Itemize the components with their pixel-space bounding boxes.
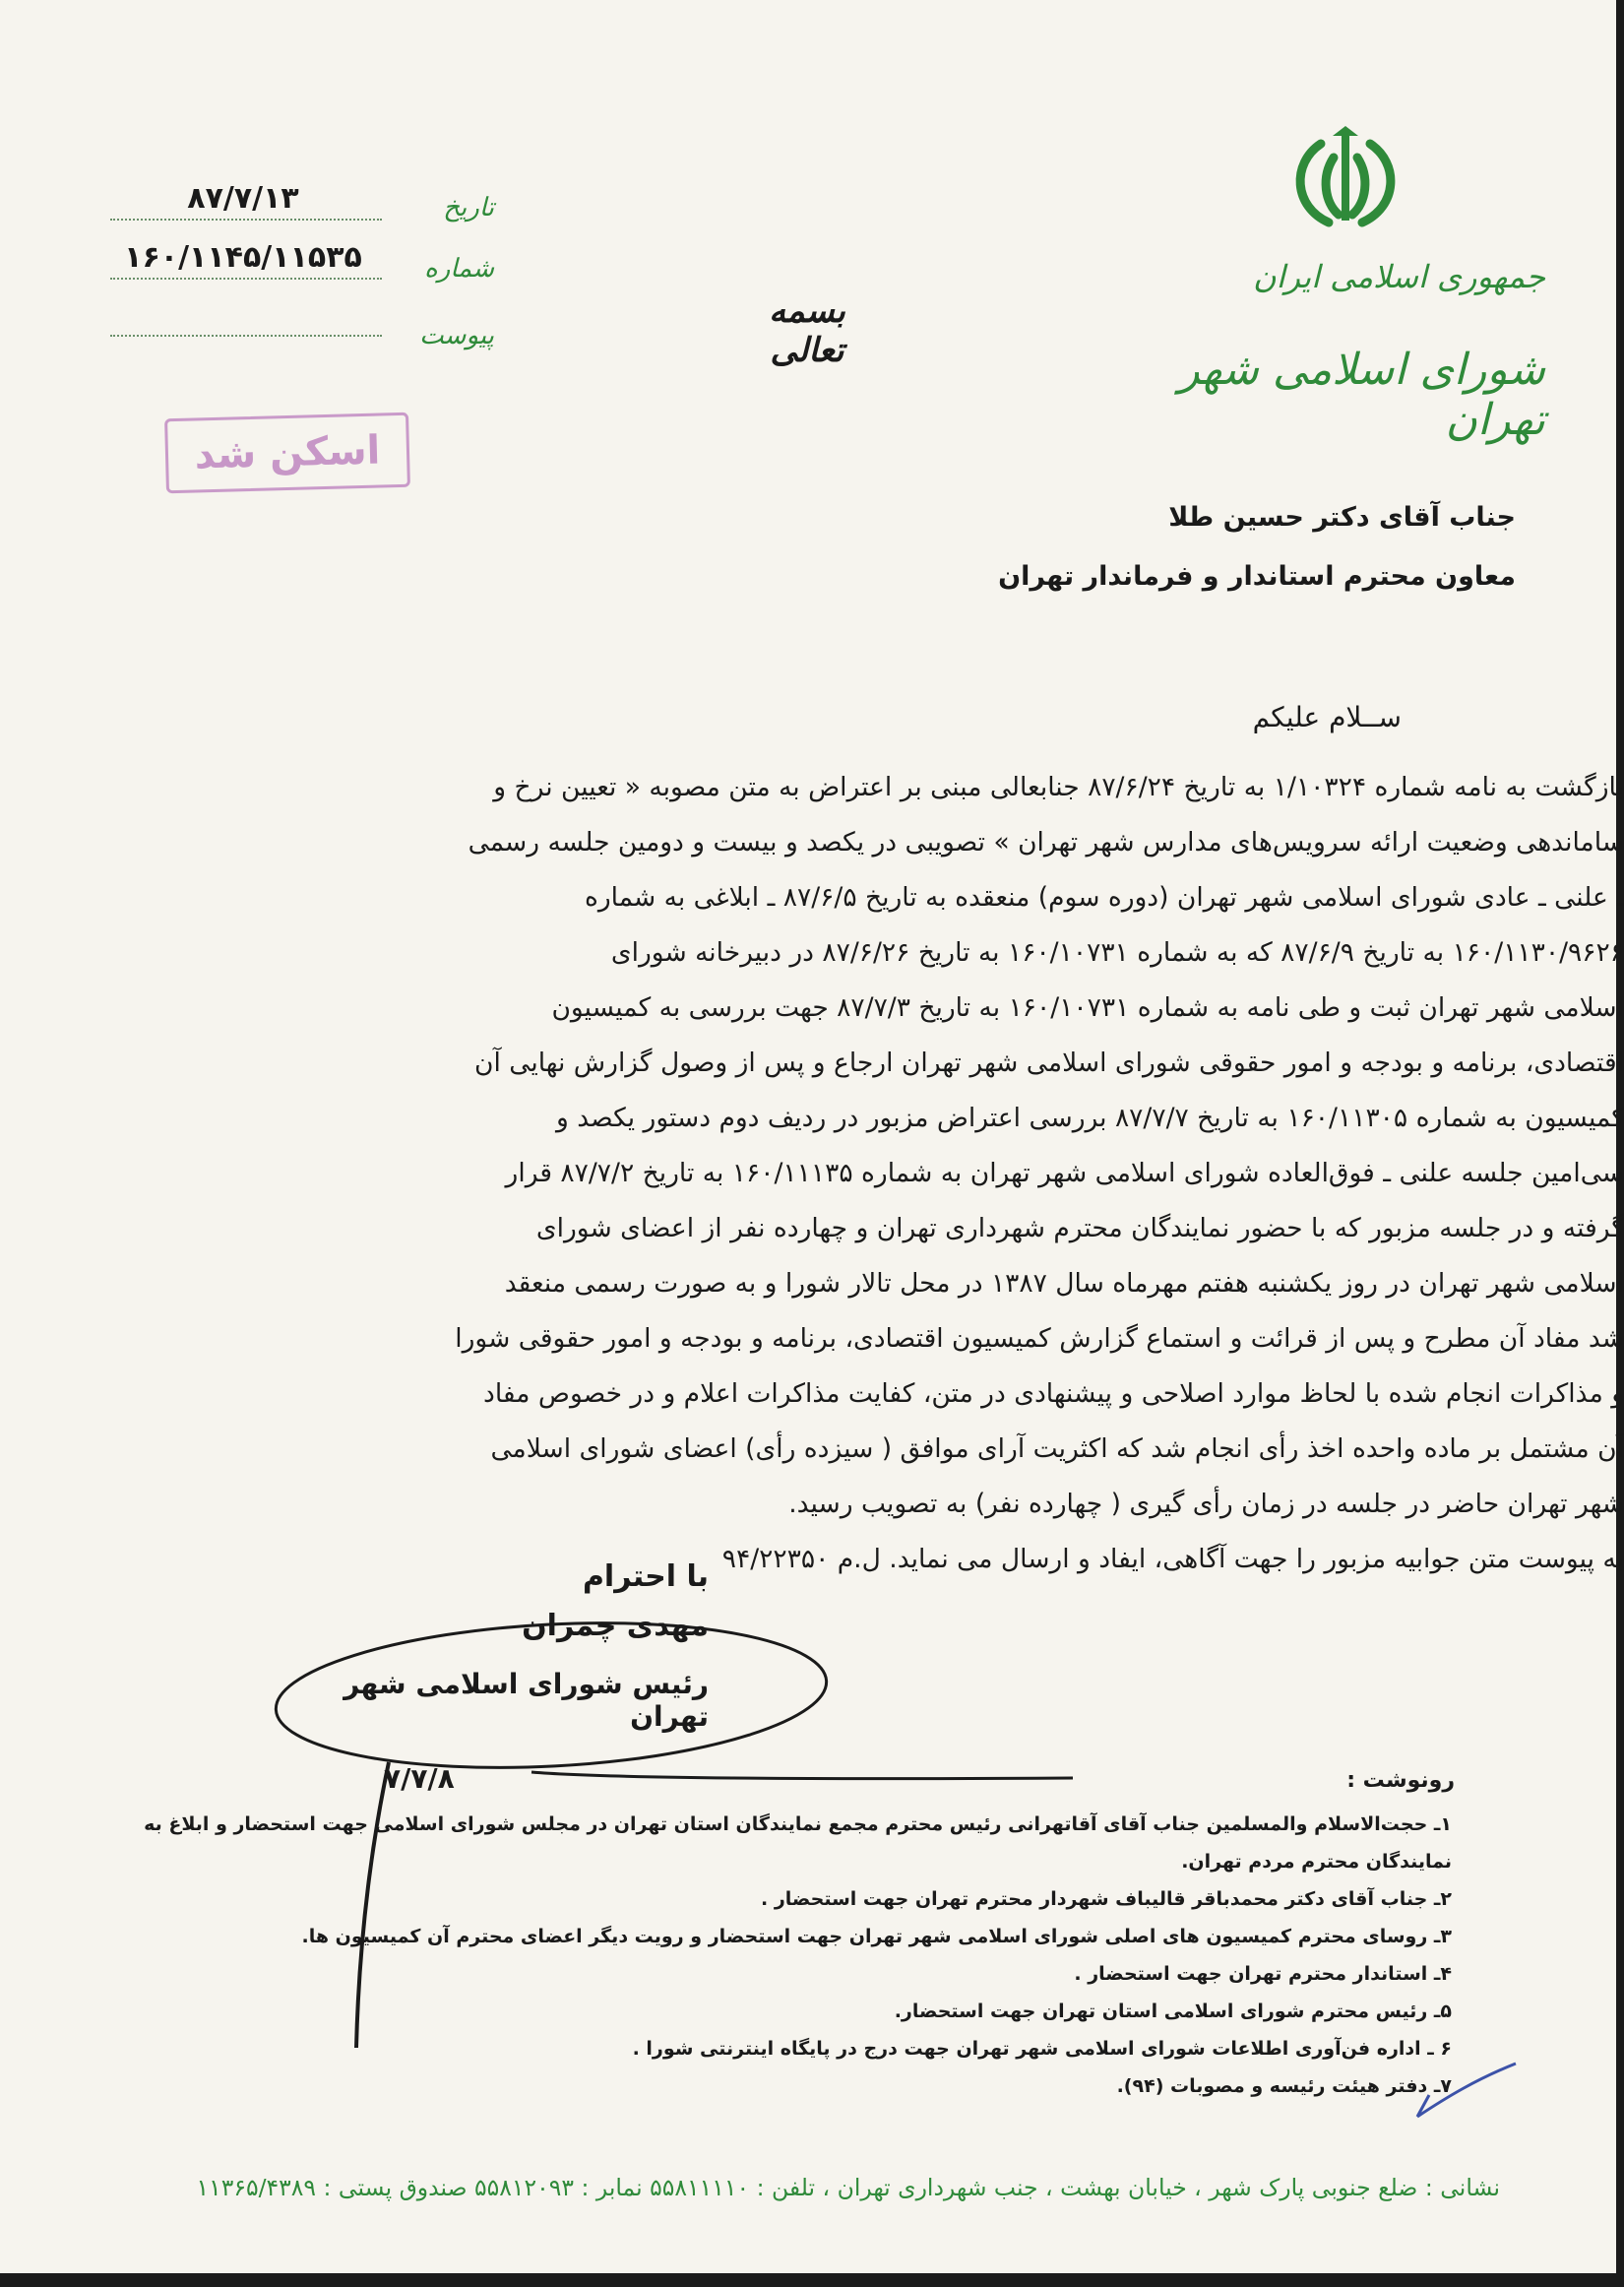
cc-item: ۳ـ روسای محترم کمیسیون های اصلی شورای اسلامی شهر تهران جهت استحضار و رویت دیگر اعضای محترم آن کمیسیون ها. (301, 1926, 1452, 1947)
body-line: سی‌امین جلسه علنی ـ فوق‌العاده شورای اسلامی شهر تهران به شماره ۱۶۰/۱۱۱۳۵ به تاریخ ۸۷/۷/۲ قرار (505, 1158, 1624, 1188)
body-line: بازگشت به نامه شماره ۱/۱۰۳۲۴ به تاریخ ۸۷/۶/۲۴ جنابعالی مبنی بر اعتراض به متن مصوبه « تعیین نرخ و (493, 772, 1624, 802)
date-value: ۸۷/۷/۱۳ (187, 181, 299, 216)
signer-name: مهدی چمران (522, 1609, 709, 1643)
body-line: شهر تهران حاضر در جلسه در زمان رأی گیری ( چهارده نفر) به تصویب رسید. (788, 1489, 1624, 1519)
number-label: شماره (424, 254, 494, 284)
date-label: تاریخ (443, 193, 494, 222)
footer-address: نشانی : ضلع جنوبی پارک شهر ، خیابان بهشت ، جنب شهرداری تهران ، تلفن : ۵۵۸۱۱۱۱۰ نمابر : ۵۵۸۱۲۰۹۳ صندوق پستی : ۱۱۳۶۵/۴۳۸۹ (196, 2174, 1500, 2201)
body-line: کمیسیون به شماره ۱۶۰/۱۱۳۰۵ به تاریخ ۸۷/۷/۷ بررسی اعتراض مزبور در ردیف دوم دستور یکصد و (555, 1103, 1624, 1133)
body-line: اسلامی شهر تهران ثبت و طی نامه به شماره ۱۶۰/۱۰۷۳۱ به تاریخ ۸۷/۷/۳ جهت بررسی به کمیسیون (551, 992, 1624, 1023)
date-dotted-line (110, 219, 382, 221)
recipient-name: جناب آقای دکتر حسین طلا (1168, 502, 1516, 533)
cc-item: نمایندگان محترم مردم تهران. (1181, 1851, 1452, 1873)
body-line: گرفته و در جلسه مزبور که با حضور نمایندگان محترم شهرداری تهران و چهارده نفر از اعضای شورای (535, 1213, 1624, 1243)
signature-date: ۷/۷/۸ (384, 1762, 455, 1795)
scan-edge-bottom (0, 2273, 1624, 2287)
country-name: جمهوری اسلامی ایران (1253, 258, 1545, 295)
cc-item: ۲ـ جناب آقای دکتر محمدباقر قالیباف شهردار محترم تهران جهت استحضار . (761, 1888, 1452, 1910)
iran-emblem-icon (1281, 126, 1409, 234)
body-line: ـ علنی ـ عادی شورای اسلامی شهر تهران (دوره سوم) منعقده به تاریخ ۸۷/۶/۵ ـ ابلاغی به شماره (584, 882, 1624, 913)
body-line: اسلامی شهر تهران در روز یکشنبه هفتم مهرماه سال ۱۳۸۷ در محل تالار شورا و به صورت رسمی منعقد (504, 1268, 1624, 1299)
body-line: شد مفاد آن مطرح و پس از قرائت و استماع گزارش کمیسیون اقتصادی، برنامه و بودجه و امور حقوقی شورا (455, 1323, 1624, 1354)
cc-item: ۷ـ دفتر هیئت رئیسه و مصوبات (۹۴). (1116, 2075, 1452, 2097)
scanned-stamp: اسکن شد (164, 413, 410, 493)
signer-title: رئیس شورای اسلامی شهر تهران (344, 1668, 709, 1733)
cc-item: ۱ـ حجت‌الاسلام والمسلمین جناب آقای آقاتهرانی رئیس محترم مجمع نمایندگان استان تهران در مجلس شورای اسلامی جهت استحضار و ابلاغ به (144, 1813, 1452, 1835)
recipient-title: معاون محترم استاندار و فرماندار تهران (998, 561, 1516, 592)
body-line: ۱۶۰/۱۱۳۰/۹۶۲۶ به تاریخ ۸۷/۶/۹ که به شماره ۱۶۰/۱۰۷۳۱ به تاریخ ۸۷/۶/۲۶ در دبیرخانه شورای (610, 937, 1624, 968)
bismillah: بسمه تعالی (769, 291, 845, 370)
body-line: آن مشتمل بر ماده واحده اخذ رأی انجام شد که اکثریت آرای موافق ( سیزده رأی) اعضای شورای اسلامی (490, 1433, 1624, 1464)
body-line: اقتصادی، برنامه و بودجه و امور حقوقی شورای اسلامی شهر تهران ارجاع و پس از وصول گزارش نهایی آن (474, 1048, 1624, 1078)
cc-item: ۵ـ رئیس محترم شورای اسلامی استان تهران جهت استحضار. (894, 2001, 1452, 2022)
cc-item: ۶ ـ اداره فن‌آوری اطلاعات شورای اسلامی شهر تهران جهت درج در پایگاه اینترنتی شورا . (632, 2038, 1452, 2060)
salutation: ســلام علیکم (1252, 701, 1402, 733)
cc-item: ۴ـ استاندار محترم تهران جهت استحضار . (1074, 1963, 1452, 1985)
attachment-dotted-line (110, 335, 382, 337)
closing-regards: با احترام (582, 1559, 709, 1594)
cc-title: رونوشت : (1346, 1768, 1455, 1793)
council-name: شورای اسلامی شهر تهران (1178, 345, 1545, 445)
body-line: ساماندهی وضعیت ارائه سرویس‌های مدارس شهر تهران » تصویبی در یکصد و بیست و دومین جلسه رسمی (468, 827, 1624, 858)
number-dotted-line (110, 278, 382, 280)
attachment-label: پیوست (419, 321, 494, 350)
body-line: به پیوست متن جوابیه مزبور را جهت آگاهی، ایفاد و ارسال می نماید. ل.م ۹۴/۲۲۳۵۰ (721, 1544, 1624, 1574)
body-line: و مذاکرات انجام شده با لحاظ موارد اصلاحی و پیشنهادی در متن، کفایت مذاکرات اعلام و در خصوص مفاد (483, 1378, 1624, 1409)
number-value: ۱۶۰/۱۱۴۵/۱۱۵۳۵ (124, 240, 362, 275)
